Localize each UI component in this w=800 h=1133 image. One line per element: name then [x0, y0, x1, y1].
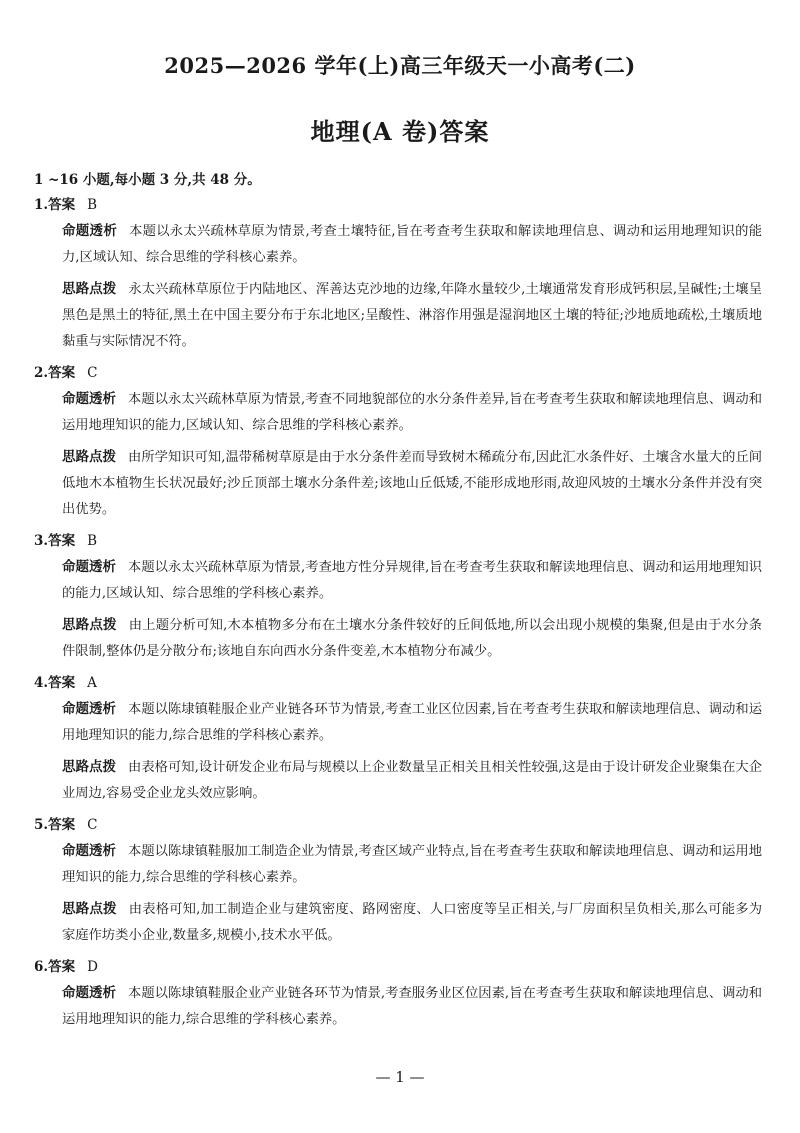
analysis-paragraph-text: 本题以陈埭镇鞋服企业产业链各环节为情景,考查服务业区位因素,旨在考查考生获取和解读地理信息、调动和运用地理知识的能力,综合思维的学科核心素养。: [62, 986, 763, 1027]
question-number: 3.: [34, 533, 49, 549]
question-answer-line: [34, 812, 800, 838]
analysis-paragraph: [62, 218, 762, 271]
question-number: 4.: [34, 675, 49, 691]
answer-label: 答案: [48, 197, 76, 213]
analysis-paragraph-text: 本题以陈埭镇鞋服企业产业链各环节为情景,考查工业区位因素,旨在考查考生获取和解读地理信息、调动和运用地理知识的能力,综合思维的学科核心素养。: [62, 702, 763, 743]
hint-label: 思路点拨: [62, 281, 117, 297]
analysis-label: 命题透析: [62, 391, 117, 407]
question-item: [0, 360, 800, 523]
answer-list: [0, 192, 800, 1038]
analysis-paragraph-text: 本题以永太兴疏林草原为情景,考查土壤特征,旨在考查考生获取和解读地理信息、调动和运用地理知识的能力,区域认知、综合思维的学科核心素养。: [62, 224, 763, 265]
question-item: [0, 812, 800, 949]
answer-letter: D: [87, 959, 98, 975]
question-item: [0, 528, 800, 665]
question-item: [0, 954, 800, 1033]
answer-letter: B: [87, 533, 98, 549]
page-number: — 1 —: [375, 1068, 425, 1086]
question-answer-line: [34, 192, 800, 218]
answer-label: 答案: [48, 959, 76, 975]
hint-paragraph: [62, 276, 762, 355]
analysis-label: 命题透析: [62, 843, 117, 859]
analysis-paragraph: [62, 696, 762, 749]
analysis-paragraph-text: 本题以永太兴疏林草原为情景,考查不同地貌部位的水分条件差异,旨在考查考生获取和解读地理信息、调动和运用地理知识的能力,区域认知、综合思维的学科核心素养。: [62, 392, 762, 433]
hint-paragraph: [62, 896, 762, 949]
answer-label: 答案: [48, 675, 76, 691]
question-number: 2.: [34, 365, 49, 381]
section-intro: 1 ~16 小题,每小题 3 分,共 48 分。: [34, 172, 261, 188]
hint-paragraph-text: 由表格可知,设计研发企业布局与规模以上企业数量呈正相关且相关性较强,这是由于设计研发企业聚集在大企业周边,容易受企业龙头效应影响。: [62, 760, 762, 801]
analysis-paragraph: [62, 980, 762, 1033]
analysis-paragraph-text: 本题以永太兴疏林草原为情景,考查地方性分异规律,旨在考查考生获取和解读地理信息、调动和运用地理知识的能力,区域认知、综合思维的学科核心素养。: [62, 560, 762, 601]
hint-paragraph-text: 由上题分析可知,木本植物多分布在土壤水分条件较好的丘间低地,所以会出现小规模的集聚,但是由于水分条件限制,整体仍是分散分布;该地自东向西水分条件变差,木本植物分布减少。: [62, 618, 762, 659]
question-item: [0, 670, 800, 807]
question-answer-line: [34, 528, 800, 554]
analysis-label: 命题透析: [62, 223, 118, 239]
hint-paragraph-text: 永太兴疏林草原位于内陆地区、浑善达克沙地的边缘,年降水量较少,土壤通常发育形成钙积层,呈碱性;土壤呈黑色是黑土的特征,黑土在中国主要分布于东北地区;呈酸性、淋溶作用强是湿润地区土壤的特征;沙地质地疏松,土壤质地黏重与实际情况不符。: [62, 282, 762, 349]
analysis-paragraph-text: 本题以陈埭镇鞋服加工制造企业为情景,考查区域产业特点,旨在考查考生获取和解读地理信息、调动和运用地理知识的能力,综合思维的学科核心素养。: [62, 844, 763, 885]
answer-letter: C: [87, 365, 98, 381]
question-number: 6.: [34, 959, 49, 975]
answer-label: 答案: [48, 817, 76, 833]
hint-paragraph: [62, 754, 762, 807]
hint-paragraph-text: 由所学知识可知,温带稀树草原是由于水分条件差而导致树木稀疏分布,因此汇水条件好、土壤含水量大的丘间低地木本植物生长状况最好;沙丘顶部土壤水分条件差;该地山丘低矮,不能形成地形雨,故迎风坡的土壤水分条件并没有突出优势。: [62, 450, 762, 517]
question-item: [0, 192, 800, 355]
answer-letter: B: [87, 197, 98, 213]
hint-paragraph-text: 由表格可知,加工制造企业与建筑密度、路网密度、人口密度等呈正相关,与厂房面积呈负相关,那么可能多为家庭作坊类小企业,数量多,规模小,技术水平低。: [62, 902, 762, 943]
question-answer-line: [34, 954, 800, 980]
hint-paragraph: [62, 612, 762, 665]
exam-title: 2025—2026 学年(上)高三年级天一小高考(二): [164, 53, 636, 78]
answer-letter: C: [87, 817, 98, 833]
analysis-paragraph: [62, 554, 762, 607]
question-answer-line: [34, 360, 800, 386]
hint-label: 思路点拨: [62, 449, 117, 465]
answer-letter: A: [87, 675, 97, 691]
hint-label: 思路点拨: [62, 759, 117, 775]
question-number: 1.: [34, 197, 49, 213]
answer-label: 答案: [48, 533, 76, 549]
analysis-label: 命题透析: [62, 559, 117, 575]
analysis-label: 命题透析: [62, 701, 117, 717]
question-number: 5.: [34, 817, 49, 833]
analysis-paragraph: [62, 838, 762, 891]
analysis-paragraph: [62, 386, 762, 439]
analysis-label: 命题透析: [62, 985, 117, 1001]
hint-label: 思路点拨: [62, 617, 117, 633]
answer-label: 答案: [48, 365, 76, 381]
hint-label: 思路点拨: [62, 901, 117, 917]
exam-subtitle: 地理(A 卷)答案: [310, 117, 490, 146]
hint-paragraph: [62, 444, 762, 523]
question-answer-line: [34, 670, 800, 696]
